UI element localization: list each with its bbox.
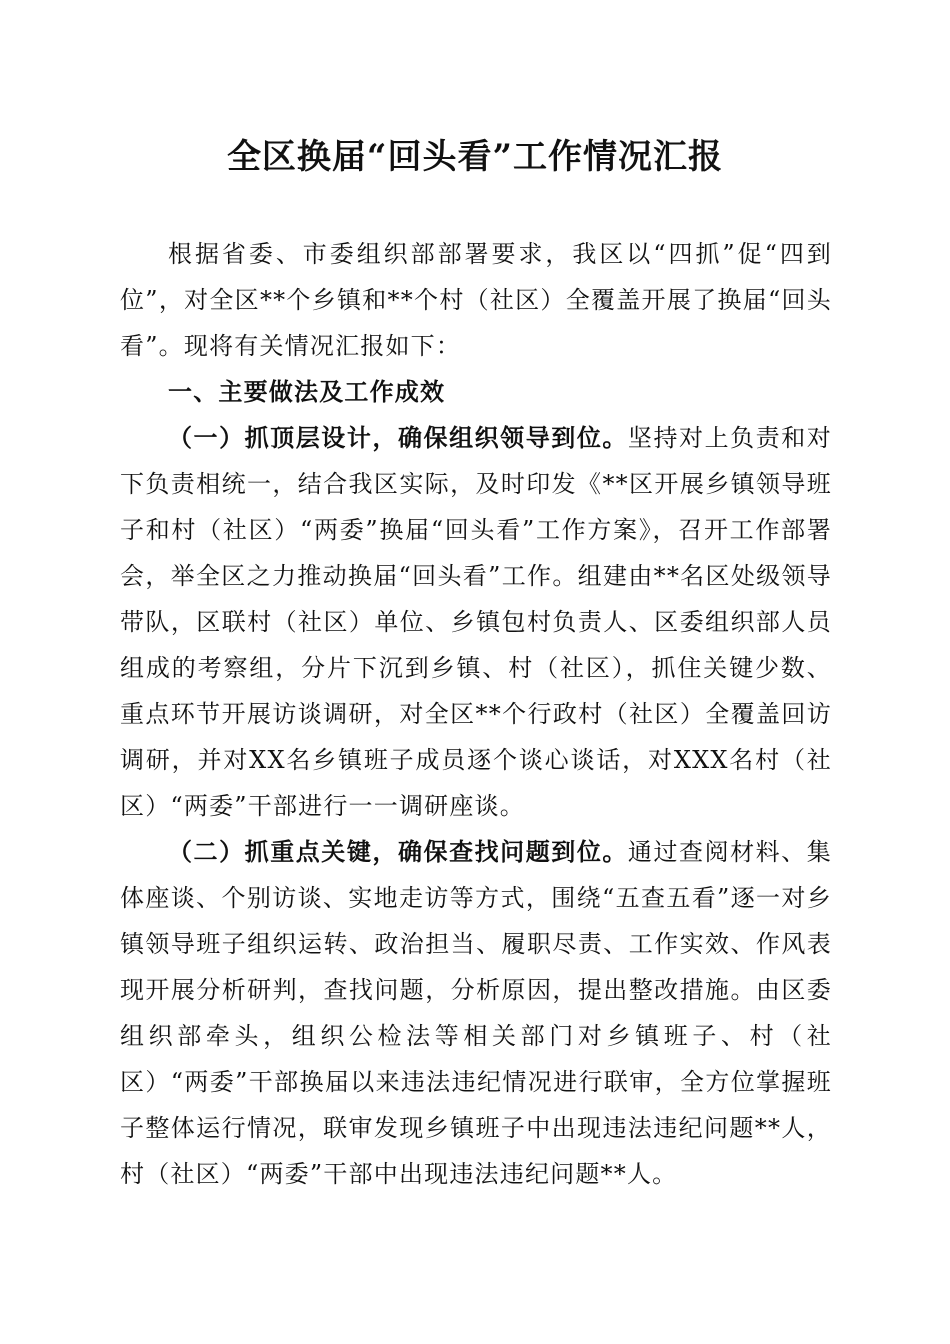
intro-paragraph: 根据省委、市委组织部部署要求，我区以“四抓”促“四到位”，对全区**个乡镇和**个村（社区）全覆盖开展了换届“回头看”。现将有关情况汇报如下：: [120, 240, 832, 360]
item-lead-1: （一）抓顶层设计，确保组织领导到位。: [168, 423, 628, 452]
item-lead-2: （二）抓重点关键，确保查找问题到位。: [168, 837, 628, 866]
item-body-1: 坚持对上负责和对下负责相统一，结合我区实际，及时印发《**区开展乡镇领导班子和村（社区）“两委”换届“回头看”工作方案》，召开工作部署会，举全区之力推动换届“回头看”工作。组建由**名区处级领导带队，区联村（社区）单位、乡镇包村负责人、区委组织部人员组成的考察组，分片下沉到乡镇、村（社区），抓住关键少数、重点环节开展访谈调研，对全区**个行政村（社区）全覆盖回访调研，并对XX名乡镇班子成员逐个谈心谈话，对XXX名村（社区）“两委”干部进行一一调研座谈。: [120, 424, 832, 820]
document-title: 全区换届“回头看”工作情况汇报: [226, 137, 724, 177]
document-body: [120, 231, 832, 1197]
item-paragraph-1: [120, 415, 832, 829]
section-heading-1: 一、主要做法及工作成效: [168, 378, 446, 406]
item-paragraph-2: [120, 829, 832, 1197]
item-body-2: 通过查阅材料、集体座谈、个别访谈、实地走访等方式，围绕“五查五看”逐一对乡镇领导班子组织运转、政治担当、履职尽责、工作实效、作风表现开展分析研判，查找问题，分析原因，提出整改措施。由区委组织部牵头，组织公检法等相关部门对乡镇班子、村（社区）“两委”干部换届以来违法违纪情况进行联审，全方位掌握班子整体运行情况，联审发现乡镇班子中出现违法违纪问题**人，村（社区）“两委”干部中出现违法违纪问题**人。: [120, 838, 832, 1188]
